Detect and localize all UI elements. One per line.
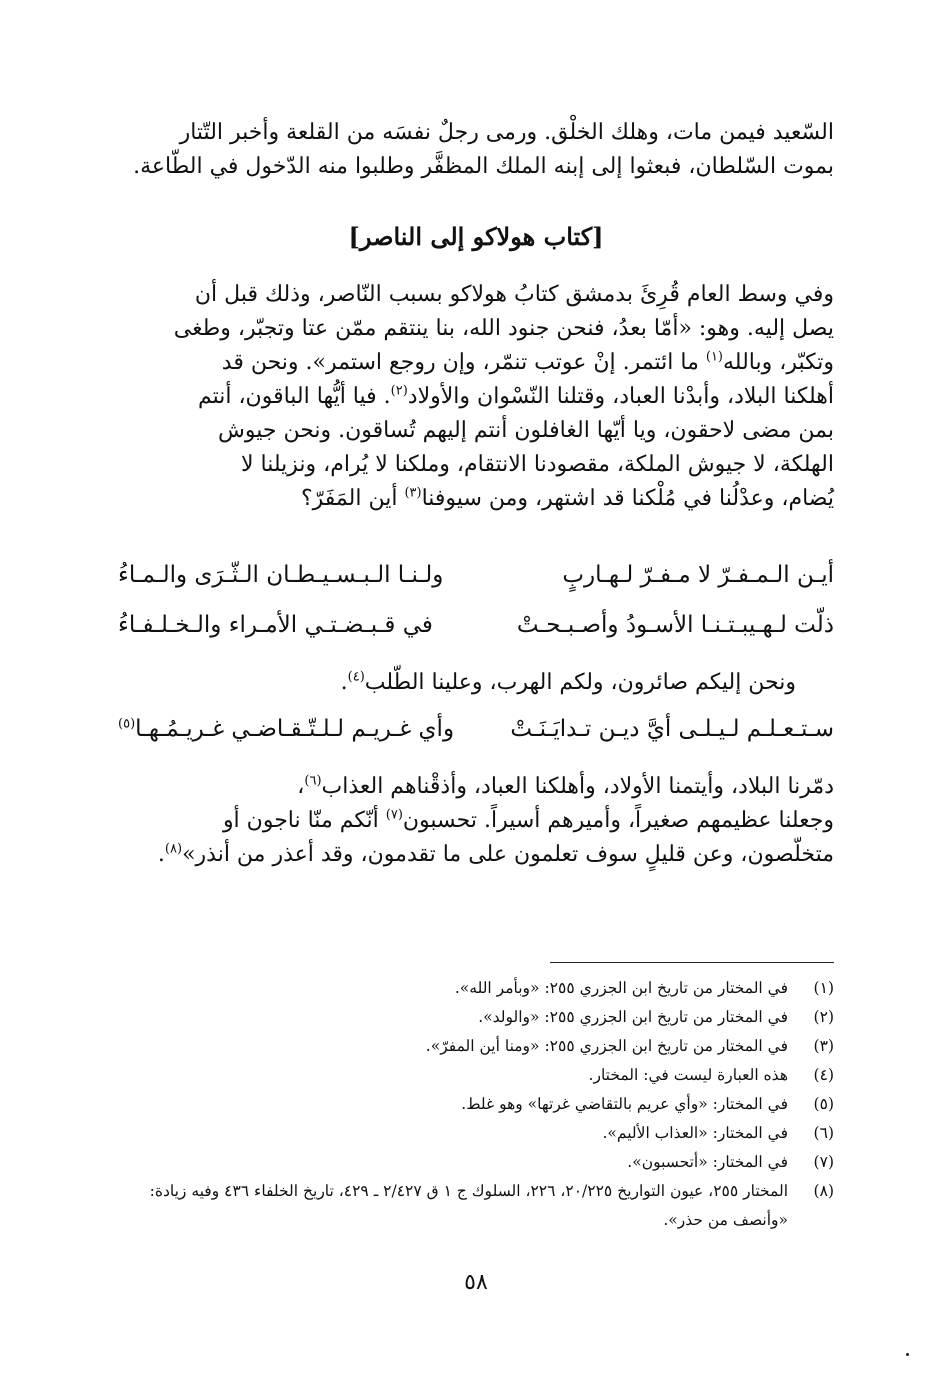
- footnote-number: (١): [813, 979, 834, 997]
- closing-line-3a: متخلّصون، وعن قليلٍ سوف تعلمون على ما تقدمون، وقد أعذر من أنذر»: [182, 842, 834, 867]
- intro-paragraph: [118, 116, 834, 184]
- footnote-number: (٨): [813, 1182, 834, 1200]
- footnote-ref-8[interactable]: (٨): [164, 841, 183, 857]
- footnote-text: في المختار من تاريخ ابن الجزري ٢٥٥: «ومنا أين المفرّ».: [425, 1037, 788, 1055]
- footnote-ref-5[interactable]: (٥): [118, 716, 136, 732]
- page-number: ٥٨: [464, 1270, 488, 1295]
- prose-end: .: [340, 670, 348, 695]
- verse-3-second-text: وأي غـريـم لـلـتّـقـاضـي غـريـمُـهـا: [135, 716, 455, 742]
- footnote-separator: [550, 962, 834, 963]
- footnote-text: في المختار: «وأي عريم بالتقاضي غرتها» وهو غلط.: [461, 1095, 788, 1113]
- closing-paragraph: [118, 770, 834, 872]
- footnote-ref-6[interactable]: (٦): [304, 773, 322, 789]
- letter-paragraph: [118, 278, 834, 516]
- section-heading: [كتاب هولاكو إلى الناصر]: [348, 222, 604, 251]
- footnote-number: (٢): [813, 1008, 834, 1026]
- footnote-ref-7[interactable]: (٧): [385, 807, 403, 823]
- verse-2-first-hemistich: ذلّت لـهـيبـتـنـا الأسـودُ وأصـبـحـتْ: [516, 612, 834, 638]
- closing-line-2a: وجعلنا عظيمهم صغيراً، وأميرهم أسيراً. تحسبون: [402, 808, 834, 833]
- verse-3-first-hemistich: سـتـعـلـم لـيـلـى أيَّ ديـن تـدايَـنَـتْ: [510, 716, 834, 742]
- footnote-number: (٦): [813, 1124, 834, 1142]
- footnotes: [118, 974, 834, 1235]
- prose-text: ونحن إليكم صائرون، ولكم الهرب، وعلينا الطّلب: [364, 670, 796, 695]
- letter-line-6: الهلكة، لا جيوش الملكة، مقصودنا الانتقام، وملكنا لا يُرام، ونزيلنا لا: [240, 452, 834, 477]
- footnote-4: [118, 1061, 834, 1090]
- footnote-8: [118, 1177, 834, 1235]
- footnote-ref-4[interactable]: (٤): [347, 669, 365, 685]
- footnote-text: هذه العبارة ليست في: المختار.: [588, 1066, 788, 1084]
- footnote-6: [118, 1119, 834, 1148]
- closing-line-1b: ،: [297, 774, 305, 799]
- verse-line-1: [118, 562, 834, 602]
- footnote-ref-1[interactable]: (١): [705, 349, 723, 365]
- verse-line-3: [118, 716, 834, 756]
- footnote-ref-3[interactable]: (٣): [404, 485, 422, 501]
- footnote-7: [118, 1148, 834, 1177]
- closing-line-1a: دمّرنا البلاد، وأيتمنا الأولاد، وأهلكنا العباد، وأذقْناهم العذاب: [321, 774, 834, 799]
- footnote-text: في المختار: «العذاب الأليم».: [602, 1124, 788, 1142]
- verse-1-second-hemistich: ولـنـا الـبـسـيـطـان الـثّـرَى والـمـاءُ: [118, 562, 444, 588]
- footnote-number: (٥): [813, 1095, 834, 1113]
- intro-line-2: بموت السّلطان، فبعثوا إلى إبنه الملك المظفَّر وطلبوا منه الدّخول في الطّاعة.: [133, 154, 834, 179]
- footnote-3: [118, 1032, 834, 1061]
- letter-line-5: بمن مضى لاحقون، ويا أيّها الغافلون أنتم إليهم تُساقون. ونحن جيوش: [218, 418, 834, 443]
- footnote-text: المختار ٢٥٥، عيون التواريخ ٢٠/٢٢٥، ٢٢٦، السلوك ج ١ ق ٢/٤٢٧ ـ ٤٢٩، تاريخ الخلفاء ٤٣٦ وفيه زيادة: «وأنصف من حذر».: [149, 1182, 788, 1229]
- letter-line-4a: أهلكنا البلاد، وأبدْنا العباد، وقتلنا النّسْوان والأولاد: [407, 384, 834, 409]
- closing-line-2b: أنّكم منّا ناجون أو: [222, 808, 386, 833]
- footnote-number: (٣): [813, 1037, 834, 1055]
- letter-line-7a: يُضام، وعدْلُنا في مُلْكنا قد اشتهر، ومن سيوفنا: [421, 486, 834, 511]
- scan-speck: [906, 1353, 909, 1356]
- letter-line-2: يصل إليه. وهو: «أمّا بعدُ، فنحن جنود الله، بنا ينتقم ممّن عتا وتجبّر، وطغى: [173, 316, 834, 341]
- footnote-ref-2[interactable]: (٢): [390, 383, 408, 399]
- footnote-number: (٧): [813, 1153, 834, 1171]
- letter-line-7b: أين المَفَرّ؟: [300, 486, 405, 511]
- verse-3-second-hemistich: [118, 716, 454, 742]
- footnote-text: في المختار من تاريخ ابن الجزري ٢٥٥: «والولد».: [478, 1008, 788, 1026]
- intro-line-1: السّعيد فيمن مات، وهلك الخلْق. ورمى رجلٌ نفسَه من القلعة وأخبر التّتار: [179, 120, 834, 145]
- verse-1-first-hemistich: أيـن الـمـفـرّ لا مـفـرّ لـهـاربٍ: [562, 562, 834, 588]
- verse-line-2: [118, 612, 834, 652]
- footnote-2: [118, 1003, 834, 1032]
- letter-line-3a: وتكبّر، وبالله: [723, 350, 834, 375]
- footnote-1: [118, 974, 834, 1003]
- letter-line-3b: ما ائتمر. إنْ عوتب تنمّر، وإن روجع استمر». ونحن قد: [221, 350, 706, 375]
- footnote-5: [118, 1090, 834, 1119]
- footnote-text: في المختار: «أتحسبون».: [627, 1153, 788, 1171]
- footnote-text: في المختار من تاريخ ابن الجزري ٢٥٥: «وبأمر الله».: [454, 979, 788, 997]
- book-page: [118, 0, 834, 1373]
- letter-line-4b: . فيا أيُّها الباقون، أنتم: [197, 384, 391, 409]
- closing-line-3b: .: [157, 842, 165, 867]
- prose-line: [341, 670, 796, 695]
- footnote-number: (٤): [813, 1066, 834, 1084]
- verse-2-second-hemistich: في قـبـضـتـي الأمـراء والـخـلـفـاءُ: [118, 612, 433, 638]
- letter-line-1: وفي وسط العام قُرِئَ بدمشق كتابُ هولاكو بسبب النّاصر، وذلك قبل أن: [194, 282, 834, 307]
